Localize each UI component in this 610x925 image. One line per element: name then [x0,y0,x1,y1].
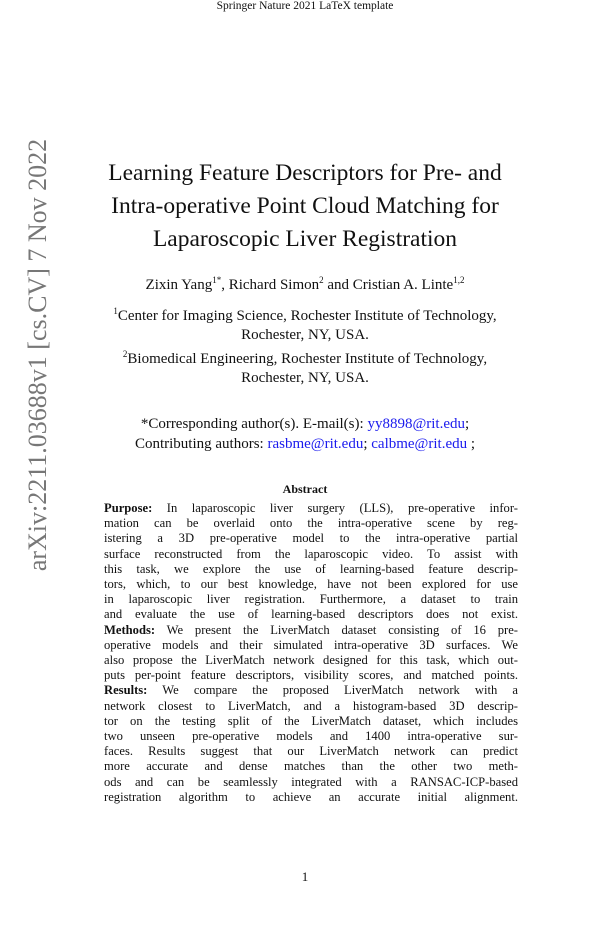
abstract-line: tor on the testing split of the LiverMatch dataset, which includes [104,713,518,728]
abstract-heading: Abstract [282,482,328,496]
abstract-line: mation can be overlaid onto the intra-operative scene by reg- [104,516,518,531]
running-header: Springer Nature 2021 LaTeX template [216,0,394,12]
abstract-line: in laparoscopic liver registration. Furthermore, a dataset to train [104,592,518,607]
email-link[interactable]: rasbme@rit.edu [267,436,364,452]
abstract-line: Purpose: In laparoscopic liver surgery (LLS), pre-operative infor- [104,501,518,515]
abstract-line: surface reconstructed from the laparoscopic video. To assist with [104,546,518,561]
abstract-line: registration algorithm to achieve an accurate initial alignment. [104,789,518,804]
abstract-line: this task, we explore the use of learning-based feature descrip- [104,561,518,576]
abstract-line: puts per-point feature descriptors, visibility scores, and matched points. [104,668,518,683]
abstract-line: Results: We compare the proposed LiverMatch network with a [104,683,519,698]
correspondence: *Corresponding author(s). E-mail(s): yy8898@rit.edu; Contributing authors: rasbme@rit.edu; calbme@rit.edu ; [134,416,476,452]
email-link[interactable]: yy8898@rit.edu [367,416,465,432]
abstract-line: more accurate and dense matches than the other two meth- [104,759,518,774]
arxiv-identifier: arXiv:2211.03688v1 [cs.CV] 7 Nov 2022 [23,138,52,572]
abstract-line: operative models and their simulated intra-operative 3D surfaces. We [104,637,518,652]
affiliations [0,302,610,388]
abstract-line: istering a 3D pre-operative model to the intra-operative partial [104,531,518,546]
title-line: Intra-operative Point Cloud Matching for [111,193,499,219]
abstract-line: tors, which, to our best knowledge, have not been explored for use [104,577,518,592]
abstract-line: Methods: We present the LiverMatch dataset consisting of 16 pre- [104,622,518,637]
affiliation: $^2$Biomedical Engineering, Rochester Institute of Technology, [122,349,488,367]
affiliation: $^1$Center for Imaging Science, Rochester Institute of Technology, [113,306,497,324]
abstract-line: faces. Results suggest that our LiverMatch network can predict [104,744,518,759]
abstract-line: ods and can be seamlessly integrated with a RANSAC-ICP-based [104,774,518,789]
author-list: Zixin Yang$^{1*}$, Richard Simon$^2$ and Cristian A. Linte$^{1,2}$ [145,275,465,293]
abstract-line: network closest to LiverMatch, and a histogram-based 3D descrip- [104,698,518,713]
abstract-line: also propose the LiverMatch network designed for this task, which out- [104,653,518,668]
affiliation-line: Rochester, NY, USA. [241,370,369,386]
abstract-body [104,501,518,805]
paper-title [0,157,610,256]
title-line: Laparoscopic Liver Registration [152,226,458,252]
page-number: 1 [301,869,309,884]
title-line: Learning Feature Descriptors for Pre- and [108,160,502,186]
email-link[interactable]: calbme@rit.edu [371,436,468,452]
affiliation-line: Rochester, NY, USA. [241,327,369,343]
abstract-line: and evaluate the use of learning-based descriptors does not exist. [104,607,518,622]
abstract-line: two unseen pre-operative models and 1400 intra-operative sur- [104,729,518,744]
